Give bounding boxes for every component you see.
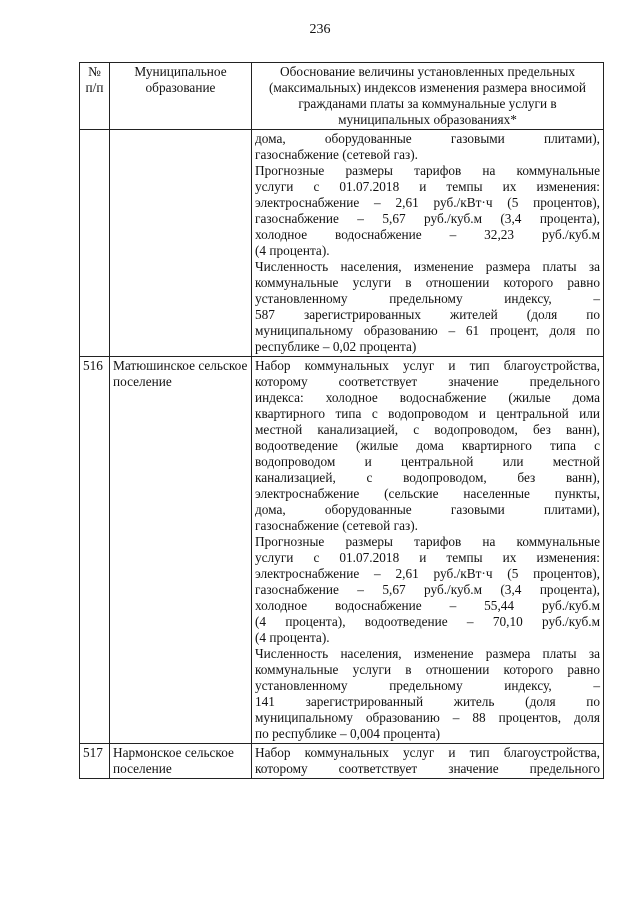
justification-line: газоснабжение (сетевой газ). xyxy=(255,518,418,533)
justification-line: Прогнозные размеры тарифов на коммунальные xyxy=(255,534,600,549)
justification-line: (4 процента), водоотведение – 70,10 руб./куб.м xyxy=(255,614,600,629)
justification-line: коммунальные услуги в отношении которого равно xyxy=(255,275,600,290)
header-municipality: Муниципальное образование xyxy=(110,63,252,130)
justification-line: водопроводом и центральной или местной xyxy=(255,454,600,469)
justification-line: установленному предельному индексу, – xyxy=(255,678,600,693)
row-number: 517 xyxy=(80,744,110,779)
justification-line: канализацией, с водопроводом, без ванн), xyxy=(255,470,600,485)
justification-line: услуги с 01.07.2018 и темпы их изменения: xyxy=(255,179,600,194)
row-justification xyxy=(252,130,604,357)
table-header-row xyxy=(80,63,604,130)
justification-line: газоснабжение (сетевой газ). xyxy=(255,147,418,162)
justification-line: газоснабжение – 5,67 руб./куб.м (3,4 процента), xyxy=(255,582,600,597)
justification-line: электроснабжение – 2,61 руб./кВт·ч (5 процентов), xyxy=(255,195,600,210)
justification-line: 141 зарегистрированный житель (доля по xyxy=(255,694,600,709)
justification-line: 587 зарегистрированных жителей (доля по xyxy=(255,307,600,322)
row-number: 516 xyxy=(80,357,110,744)
justification-line: установленному предельному индексу, – xyxy=(255,291,600,306)
justification-line: водоотведение (жилые дома квартирного типа с xyxy=(255,438,600,453)
row-municipality xyxy=(110,130,252,357)
justification-line: коммунальные услуги в отношении которого равно xyxy=(255,662,600,677)
justification-line: индекса: холодное водоснабжение (жилые дома xyxy=(255,390,600,405)
justification-line: дома, оборудованные газовыми плитами), xyxy=(255,131,600,146)
justification-line: республике – 0,02 процента) xyxy=(255,339,417,354)
justification-line: электроснабжение (сельские населенные пункты, xyxy=(255,486,600,501)
justification-line: местной канализацией, с водопроводом, без ванн), xyxy=(255,422,600,437)
tariff-index-table xyxy=(79,62,604,779)
justification-line: которому соответствует значение предельного xyxy=(255,761,600,776)
header-num: № п/п xyxy=(80,63,110,130)
row-justification xyxy=(252,744,604,779)
table-body xyxy=(80,130,604,779)
table-row xyxy=(80,130,604,357)
justification-line: Прогнозные размеры тарифов на коммунальные xyxy=(255,163,600,178)
justification-line: по республике – 0,004 процента) xyxy=(255,726,441,741)
justification-line: квартирного типа с водопроводом и центральной или xyxy=(255,406,600,421)
justification-line: муниципальному образованию – 61 процент, доля по xyxy=(255,323,600,338)
justification-line: муниципальному образованию – 88 процентов, доля xyxy=(255,710,600,725)
justification-line: холодное водоснабжение – 55,44 руб./куб.м xyxy=(255,598,600,613)
table-row xyxy=(80,357,604,744)
justification-line: электроснабжение – 2,61 руб./кВт·ч (5 процентов), xyxy=(255,566,600,581)
justification-line: Набор коммунальных услуг и тип благоустройства, xyxy=(255,745,600,760)
justification-line: Набор коммунальных услуг и тип благоустройства, xyxy=(255,358,600,373)
justification-line: газоснабжение – 5,67 руб./куб.м (3,4 процента), xyxy=(255,211,600,226)
page-number: 236 xyxy=(309,22,331,37)
header-justification: Обоснование величины установленных предельных (максимальных) индексов изменения размера вносимой гражданами платы за коммунальные услуги в муниципальных образованиях* xyxy=(252,63,604,130)
justification-line: Численность населения, изменение размера платы за xyxy=(255,259,600,274)
row-justification xyxy=(252,357,604,744)
row-municipality: Нармонское сельское поселение xyxy=(110,744,252,779)
row-number xyxy=(80,130,110,357)
justification-line: дома, оборудованные газовыми плитами), xyxy=(255,502,600,517)
row-municipality: Матюшинское сельское поселение xyxy=(110,357,252,744)
justification-line: холодное водоснабжение – 32,23 руб./куб.м xyxy=(255,227,600,242)
justification-line: которому соответствует значение предельного xyxy=(255,374,600,389)
justification-line: (4 процента). xyxy=(255,243,330,258)
justification-line: услуги с 01.07.2018 и темпы их изменения: xyxy=(255,550,600,565)
justification-line: Численность населения, изменение размера платы за xyxy=(255,646,600,661)
justification-line: (4 процента). xyxy=(255,630,330,645)
table-row xyxy=(80,744,604,779)
